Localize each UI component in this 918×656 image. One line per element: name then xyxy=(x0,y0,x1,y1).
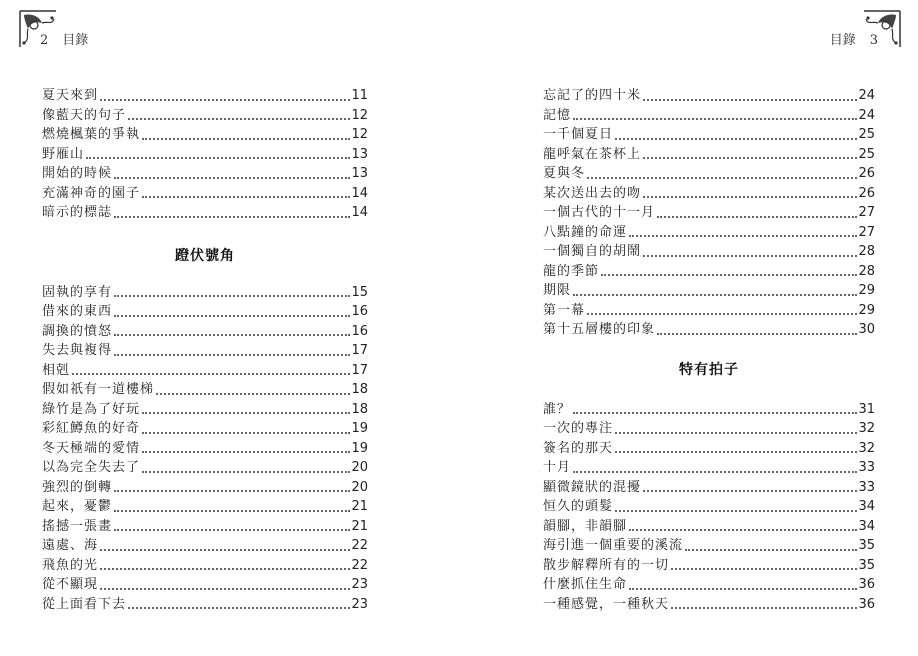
dot-leader xyxy=(142,412,350,414)
toc-entry-title: 一次的專注 xyxy=(543,421,614,436)
toc-entry-page: 27 xyxy=(858,205,875,220)
toc-entry xyxy=(543,419,875,439)
toc-entry-title: 開始的時候 xyxy=(42,166,113,181)
toc-entry-page: 31 xyxy=(858,401,875,417)
page-number: 2 xyxy=(40,33,49,48)
toc-entry-page: 29 xyxy=(858,302,875,318)
toc-entry-title: 海引進一個重要的溪流 xyxy=(543,538,684,553)
toc-entry-title: 失去與複得 xyxy=(42,343,113,358)
dot-leader xyxy=(128,607,350,609)
toc-entry xyxy=(543,86,875,106)
toc-entry xyxy=(42,125,368,145)
toc-entry-page: 34 xyxy=(858,499,875,514)
toc-entry-title: 顯微鏡狀的混擾 xyxy=(543,479,642,495)
running-head-title: 目錄 xyxy=(829,33,856,48)
toc-entry xyxy=(42,439,368,459)
toc-entry xyxy=(543,145,875,165)
toc-entry-title: 第十五層樓的印象 xyxy=(543,322,656,337)
toc-entry-title: 散步解釋所有的一切 xyxy=(543,557,670,573)
toc-entry-title: 像藍天的句子 xyxy=(42,107,127,123)
dot-leader xyxy=(601,274,857,276)
toc-entry-title: 簽名的那天 xyxy=(543,440,614,456)
toc-entry-page: 12 xyxy=(351,127,368,142)
toc-entry-page: 33 xyxy=(858,479,875,495)
toc-entry-page: 16 xyxy=(351,304,368,319)
toc-entry-page: 30 xyxy=(858,322,875,337)
dot-leader xyxy=(587,313,857,315)
dot-leader xyxy=(100,99,350,101)
toc-entry-title: 固執的享有 xyxy=(42,284,113,300)
toc-entry-title: 冬天極端的愛情 xyxy=(42,440,141,456)
toc-entry-title: 一種感覺，一種秋天 xyxy=(543,596,670,612)
toc-entry-page: 33 xyxy=(858,460,875,475)
toc-entry xyxy=(42,380,368,400)
toc-entry-page: 21 xyxy=(351,518,368,534)
right-page xyxy=(459,0,918,656)
toc-entry-title: 相剋 xyxy=(42,362,71,378)
section-title: 蹬伏號角 xyxy=(175,247,235,264)
dot-leader xyxy=(100,568,350,570)
toc-entry xyxy=(543,125,875,145)
running-header xyxy=(40,29,88,48)
toc-entry xyxy=(543,439,875,459)
running-header xyxy=(830,29,878,48)
toc-entry xyxy=(42,283,368,303)
dot-leader xyxy=(114,295,350,297)
toc-entry-title: 誰？ xyxy=(543,401,572,417)
toc-entry xyxy=(42,575,368,595)
dot-leader xyxy=(671,607,857,609)
dot-leader xyxy=(100,588,350,590)
toc-entry xyxy=(543,517,875,537)
toc-entry-title: 搖撼一張畫 xyxy=(42,518,113,534)
toc-entry-page: 32 xyxy=(858,440,875,456)
toc-entry-title: 夏天來到 xyxy=(42,88,99,103)
toc-entry xyxy=(543,262,875,282)
dot-leader xyxy=(615,432,857,434)
toc-entry xyxy=(42,419,368,439)
dot-leader xyxy=(142,432,350,434)
toc-entry-title: 龍呼氣在茶杯上 xyxy=(543,146,642,162)
section-title: 特有拍子 xyxy=(679,361,739,378)
dot-leader xyxy=(142,451,350,453)
toc-entry xyxy=(42,478,368,498)
toc-entry-page: 35 xyxy=(858,538,875,553)
toc-entry-title: 野雁山 xyxy=(42,146,85,162)
dot-leader xyxy=(657,333,857,335)
toc-entry-page: 12 xyxy=(351,107,368,123)
toc-entry xyxy=(543,595,875,615)
toc-entry-page: 11 xyxy=(351,88,368,103)
toc-entry xyxy=(42,203,368,223)
toc-entry xyxy=(543,497,875,517)
dot-leader xyxy=(643,490,857,492)
toc-entry xyxy=(42,497,368,517)
toc-entry-page: 23 xyxy=(351,577,368,592)
toc-entry-title: 彩紅鱒魚的好奇 xyxy=(42,421,141,436)
toc-entry xyxy=(42,517,368,537)
toc-entry-page: 28 xyxy=(858,244,875,259)
toc-entry-page: 36 xyxy=(858,577,875,592)
toc-entry xyxy=(543,164,875,184)
dot-leader xyxy=(643,196,857,198)
dot-leader xyxy=(615,138,857,140)
toc-entry-page: 26 xyxy=(858,185,875,201)
toc-entry-page: 22 xyxy=(351,557,368,573)
toc-list xyxy=(543,86,875,614)
toc-entry xyxy=(42,556,368,576)
toc-entry-title: 某次送出去的吻 xyxy=(543,185,642,201)
toc-entry-page: 21 xyxy=(351,499,368,514)
toc-entry xyxy=(543,458,875,478)
toc-entry xyxy=(543,320,875,340)
toc-entry xyxy=(543,106,875,126)
toc-entry-page: 18 xyxy=(351,401,368,417)
toc-entry-title: 調換的憤怒 xyxy=(42,323,113,339)
toc-entry-title: 什麼抓住生命 xyxy=(543,577,628,592)
toc-entry-page: 19 xyxy=(351,421,368,436)
dot-leader xyxy=(573,294,857,296)
toc-entry-title: 綠竹是為了好玩 xyxy=(42,401,141,417)
toc-entry-title: 飛魚的光 xyxy=(42,557,99,573)
toc-entry xyxy=(42,302,368,322)
toc-entry-title: 恒久的頭髮 xyxy=(543,499,614,514)
dot-leader xyxy=(615,451,857,453)
toc-entry-page: 19 xyxy=(351,440,368,456)
dot-leader xyxy=(643,157,857,159)
toc-entry-title: 燃燒楓葉的爭執 xyxy=(42,127,141,142)
toc-entry-page: 13 xyxy=(351,146,368,162)
toc-entry-page: 14 xyxy=(351,205,368,220)
dot-leader xyxy=(114,510,350,512)
toc-entry-page: 16 xyxy=(351,323,368,339)
toc-entry-title: 韻腳，非韻腳 xyxy=(543,518,628,534)
toc-entry-page: 27 xyxy=(858,224,875,240)
dot-leader xyxy=(100,549,350,551)
toc-entry-title: 第一幕 xyxy=(543,302,586,318)
toc-entry xyxy=(42,595,368,615)
toc-entry-title: 起來，憂鬱 xyxy=(42,499,113,514)
toc-entry xyxy=(543,281,875,301)
toc-entry-page: 24 xyxy=(858,88,875,103)
toc-entry-title: 十月 xyxy=(543,460,572,475)
dot-leader xyxy=(142,196,350,198)
toc-entry-title: 一個古代的十一月 xyxy=(543,205,656,220)
dot-leader xyxy=(629,235,857,237)
toc-entry-title: 忘記了的四十米 xyxy=(543,88,642,103)
toc-entry xyxy=(42,458,368,478)
toc-entry-page: 36 xyxy=(858,596,875,612)
dot-leader xyxy=(573,412,857,414)
dot-leader xyxy=(142,471,350,473)
toc-entry-title: 遠處、海 xyxy=(42,538,99,553)
toc-entry-page: 25 xyxy=(858,146,875,162)
toc-entry xyxy=(42,106,368,126)
toc-entry-title: 充滿神奇的園子 xyxy=(42,185,141,201)
toc-entry xyxy=(42,536,368,556)
toc-entry-page: 20 xyxy=(351,479,368,495)
dot-leader xyxy=(114,315,350,317)
toc-entry-page: 18 xyxy=(351,382,368,397)
page-number: 3 xyxy=(869,33,878,48)
dot-leader xyxy=(643,99,857,101)
toc-entry-page: 17 xyxy=(351,362,368,378)
dot-leader xyxy=(156,393,350,395)
toc-entry-page: 13 xyxy=(351,166,368,181)
dot-leader xyxy=(587,177,857,179)
dot-leader xyxy=(615,510,857,512)
toc-entry-page: 29 xyxy=(858,283,875,298)
toc-entry-title: 八點鐘的命運 xyxy=(543,224,628,240)
dot-leader xyxy=(114,216,350,218)
toc-entry xyxy=(42,322,368,342)
toc-entry-title: 以為完全失去了 xyxy=(42,460,141,475)
toc-entry-page: 24 xyxy=(858,107,875,123)
toc-entry-title: 從上面看下去 xyxy=(42,596,127,612)
toc-entry xyxy=(42,400,368,420)
dot-leader xyxy=(629,588,857,590)
toc-entry xyxy=(543,301,875,321)
toc-entry xyxy=(42,86,368,106)
dot-leader xyxy=(643,255,857,257)
toc-entry-page: 25 xyxy=(858,127,875,142)
toc-entry-page: 14 xyxy=(351,185,368,201)
dot-leader xyxy=(114,334,350,336)
toc-entry-title: 記憶 xyxy=(543,107,572,123)
toc-entry-page: 34 xyxy=(858,518,875,534)
toc-entry-title: 借來的東西 xyxy=(42,304,113,319)
toc-entry xyxy=(42,341,368,361)
toc-entry xyxy=(543,556,875,576)
toc-entry-title: 從不顯現 xyxy=(42,577,99,592)
toc-entry-title: 期限 xyxy=(543,283,572,298)
toc-entry xyxy=(543,242,875,262)
toc-entry-page: 26 xyxy=(858,166,875,181)
toc-entry-title: 強烈的倒轉 xyxy=(42,479,113,495)
toc-entry-page: 17 xyxy=(351,343,368,358)
dot-leader xyxy=(573,118,857,120)
dot-leader xyxy=(685,549,857,551)
toc-entry-page: 28 xyxy=(858,263,875,279)
dot-leader xyxy=(128,118,350,120)
dot-leader xyxy=(114,529,350,531)
toc-entry-page: 23 xyxy=(351,596,368,612)
toc-entry xyxy=(543,203,875,223)
toc-entry-page: 32 xyxy=(858,421,875,436)
toc-entry xyxy=(543,536,875,556)
dot-leader xyxy=(573,471,857,473)
dot-leader xyxy=(114,490,350,492)
toc-entry-title: 假如祇有一道樓梯 xyxy=(42,382,155,397)
toc-entry-page: 35 xyxy=(858,557,875,573)
dot-leader xyxy=(629,529,857,531)
toc-entry xyxy=(543,400,875,420)
toc-entry-title: 一個獨自的胡鬧 xyxy=(543,244,642,259)
toc-entry xyxy=(543,184,875,204)
dot-leader xyxy=(86,157,350,159)
dot-leader xyxy=(72,373,350,375)
toc-entry-title: 暗示的標誌 xyxy=(42,205,113,220)
toc-entry-title: 夏與冬 xyxy=(543,166,586,181)
toc-entry xyxy=(42,184,368,204)
toc-list xyxy=(42,86,368,614)
toc-entry xyxy=(42,145,368,165)
toc-entry-title: 一千個夏日 xyxy=(543,127,614,142)
toc-entry xyxy=(543,478,875,498)
toc-entry-page: 22 xyxy=(351,538,368,553)
dot-leader xyxy=(671,568,857,570)
toc-entry-title: 龍的季節 xyxy=(543,263,600,279)
dot-leader xyxy=(142,138,350,140)
dot-leader xyxy=(657,216,857,218)
toc-entry xyxy=(543,575,875,595)
dot-leader xyxy=(114,354,350,356)
toc-entry xyxy=(42,164,368,184)
running-head-title: 目錄 xyxy=(62,33,89,48)
toc-entry xyxy=(42,361,368,381)
dot-leader xyxy=(114,177,350,179)
toc-entry-page: 20 xyxy=(351,460,368,475)
toc-entry xyxy=(543,223,875,243)
toc-entry-page: 15 xyxy=(351,284,368,300)
